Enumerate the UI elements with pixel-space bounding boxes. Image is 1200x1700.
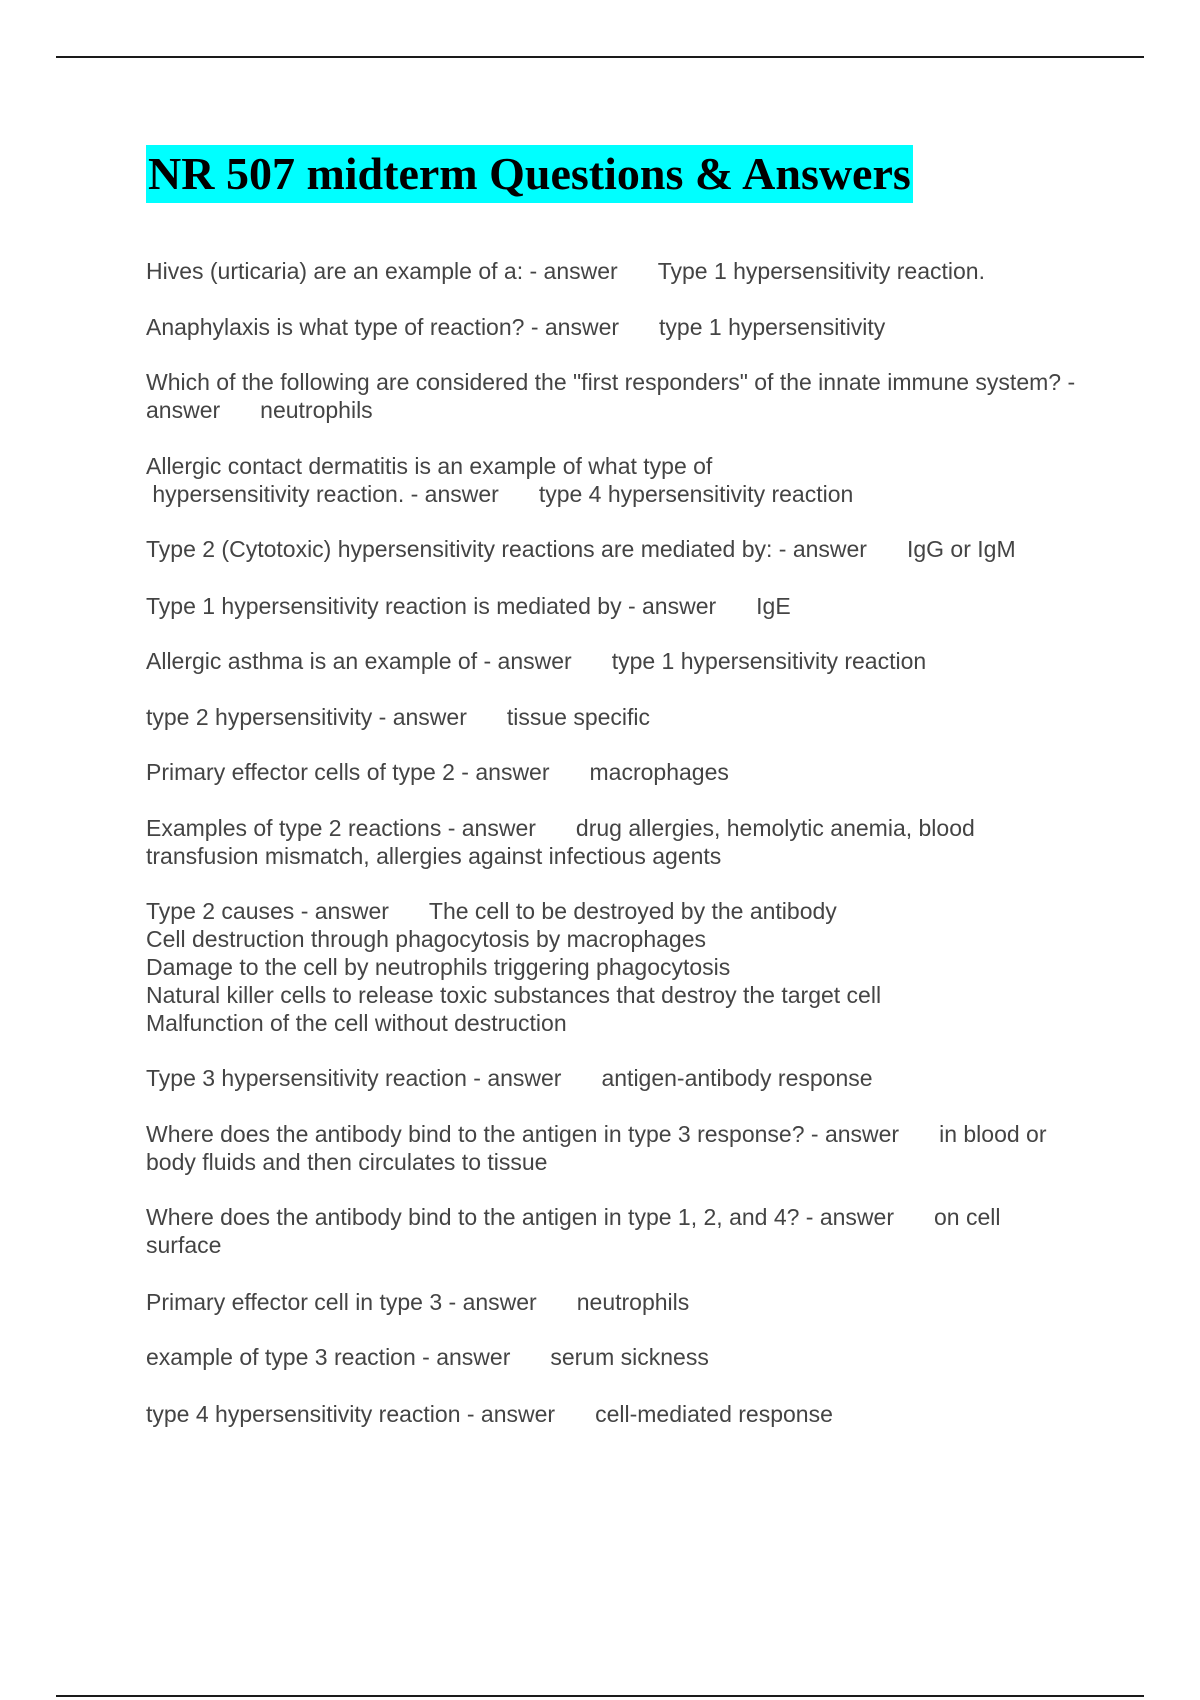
qa-item <box>146 257 1076 285</box>
answer-text: type 4 hypersensitivity reaction <box>538 481 854 507</box>
answer-text: type 1 hypersensitivity <box>659 314 886 340</box>
question-text: Primary effector cells of type 2 - answer <box>146 759 550 785</box>
qa-item <box>146 1064 1076 1092</box>
answer-text: tissue specific <box>506 704 651 730</box>
qa-item <box>146 1400 1076 1428</box>
qa-item <box>146 814 1076 870</box>
question-text: Which of the following are considered the "first responders" of the innate immune system? - answer <box>146 369 1082 423</box>
qa-item <box>146 1203 1076 1259</box>
answer-text: neutrophils <box>576 1289 690 1315</box>
question-text: Type 2 causes - answer <box>146 898 389 924</box>
qa-item <box>146 592 1076 620</box>
qa-item <box>146 1343 1076 1371</box>
question-text: example of type 3 reaction - answer <box>146 1344 511 1370</box>
question-text: Where does the antibody bind to the antigen in type 3 response? - answer <box>146 1121 900 1147</box>
answer-text: serum sickness <box>550 1344 709 1370</box>
answer-text: cell-mediated response <box>595 1401 833 1427</box>
qa-item <box>146 1120 1076 1176</box>
qa-item <box>146 703 1076 731</box>
answer-text: antigen-antibody response <box>601 1065 873 1091</box>
question-text: Primary effector cell in type 3 - answer <box>146 1289 537 1315</box>
answer-text: IgG or IgM <box>906 536 1016 562</box>
question-text: Type 2 (Cytotoxic) hypersensitivity reactions are mediated by: - answer <box>146 536 867 562</box>
answer-text: in blood or body fluids and then circulates to tissue <box>146 1121 1053 1175</box>
question-text: Type 1 hypersensitivity reaction is mediated by - answer <box>146 593 717 619</box>
qa-item <box>146 535 1076 563</box>
top-rule <box>56 56 1144 58</box>
answer-text: type 1 hypersensitivity reaction <box>611 648 927 674</box>
qa-item <box>146 758 1076 786</box>
page-title: NR 507 midterm Questions & Answers <box>146 145 913 203</box>
answer-text: neutrophils <box>260 397 373 423</box>
answer-text: on cell surface <box>146 1204 1007 1258</box>
answer-text: IgE <box>756 593 791 619</box>
bottom-rule <box>56 1695 1144 1697</box>
question-text: Anaphylaxis is what type of reaction? - answer <box>146 314 620 340</box>
qa-item <box>146 313 1076 341</box>
answer-text: The cell to be destroyed by the antibody Cell destruction through phagocytosis by macrophages Damage to the cell by neutrophils triggering phagocytosis Natural killer cells to release toxic substances that destroy the target cell Malfunction of the cell without destruction <box>146 898 882 1036</box>
question-text: Where does the antibody bind to the antigen in type 1, 2, and 4? - answer <box>146 1204 894 1230</box>
answer-text: drug allergies, hemolytic anemia, blood transfusion mismatch, allergies against infectious agents <box>146 815 982 869</box>
question-text: Allergic asthma is an example of - answer <box>146 648 572 674</box>
qa-item <box>146 1288 1076 1316</box>
answer-text: macrophages <box>589 759 729 785</box>
question-text: Allergic contact dermatitis is an example of what type of hypersensitivity reaction. - answer <box>146 453 713 507</box>
qa-item <box>146 368 1082 424</box>
question-text: Examples of type 2 reactions - answer <box>146 815 536 841</box>
question-text: Type 3 hypersensitivity reaction - answer <box>146 1065 562 1091</box>
answer-text: Type 1 hypersensitivity reaction. <box>657 258 985 284</box>
question-text: Hives (urticaria) are an example of a: - answer <box>146 258 618 284</box>
question-text: type 2 hypersensitivity - answer <box>146 704 467 730</box>
qa-item <box>146 897 1076 1037</box>
qa-item <box>146 647 1076 675</box>
qa-item <box>146 452 1076 508</box>
question-text: type 4 hypersensitivity reaction - answer <box>146 1401 556 1427</box>
